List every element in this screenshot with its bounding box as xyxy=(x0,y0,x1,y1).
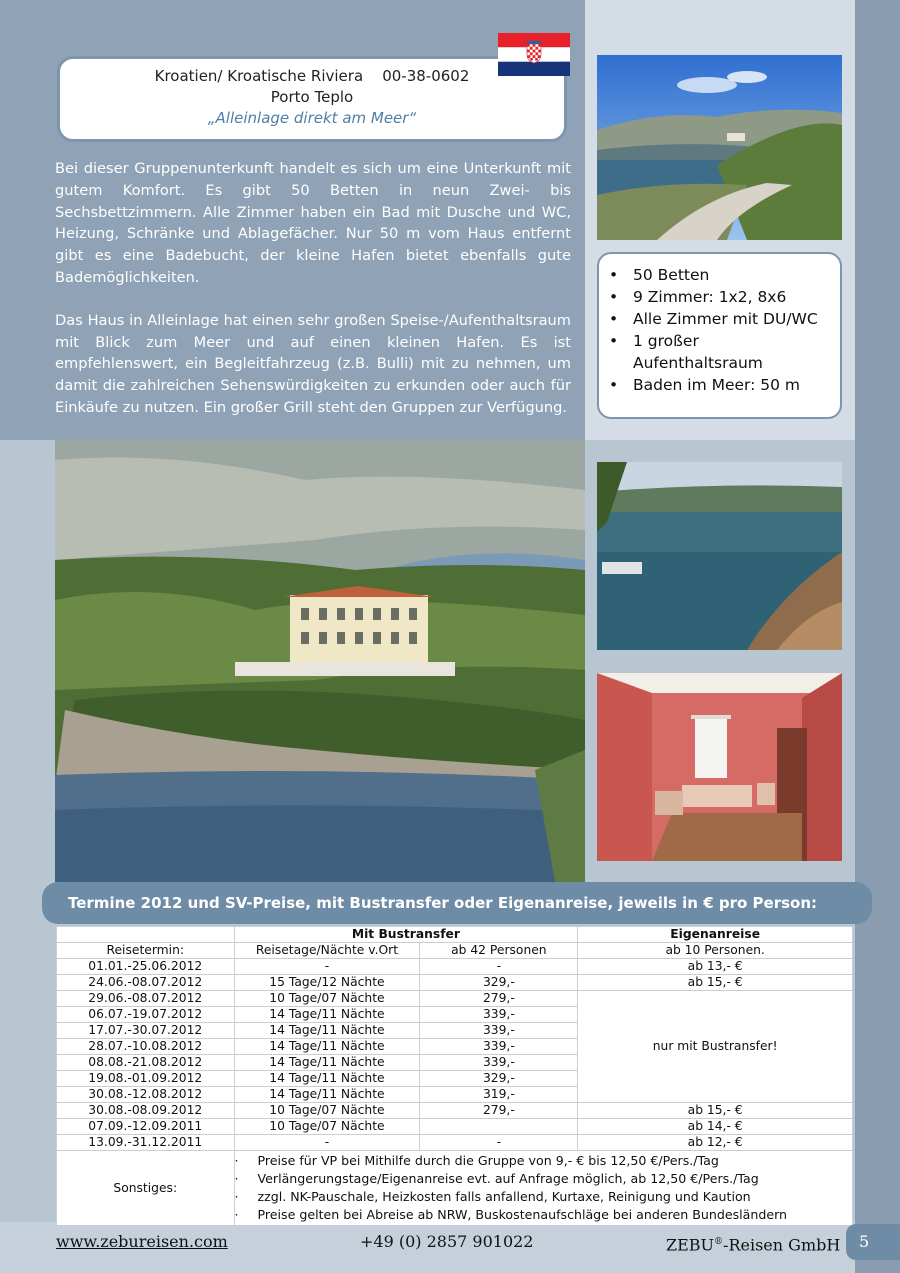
bedroom-photo xyxy=(597,673,842,861)
price-cell: 279,- xyxy=(420,1103,578,1119)
notes-cell xyxy=(234,1151,852,1226)
stay-cell: 10 Tage/07 Nächte xyxy=(234,991,420,1007)
date-cell: 13.09.-31.12.2011 xyxy=(57,1135,235,1151)
title-box xyxy=(57,56,567,142)
group-own-header: Eigenanreise xyxy=(578,927,853,943)
date-cell: 07.09.-12.09.2011 xyxy=(57,1119,235,1135)
col-price-header: ab 42 Personen xyxy=(420,943,578,959)
stay-cell: 14 Tage/11 Nächte xyxy=(234,1007,420,1023)
table-row xyxy=(57,1119,853,1135)
house-coast-photo xyxy=(55,440,585,882)
table-row xyxy=(57,991,853,1007)
price-cell: 339,- xyxy=(420,1039,578,1055)
date-cell: 06.07.-19.07.2012 xyxy=(57,1007,235,1023)
stay-cell: 14 Tage/11 Nächte xyxy=(234,1087,420,1103)
group-bus-header: Mit Bustransfer xyxy=(234,927,578,943)
date-cell: 30.08.-08.09.2012 xyxy=(57,1103,235,1119)
registered-mark: ® xyxy=(714,1237,724,1247)
stay-cell: 15 Tage/12 Nächte xyxy=(234,975,420,991)
price-table xyxy=(56,926,853,1226)
group-empty-cell xyxy=(57,927,235,943)
table-row xyxy=(57,975,853,991)
note-item: · Verlängerungstage/Eigenanreise evt. auf Anfrage möglich, ab 12,50 €/Pers./Tag xyxy=(235,1170,846,1188)
stay-cell: - xyxy=(234,1135,420,1151)
price-cell: 329,- xyxy=(420,1071,578,1087)
intro-paragraph-1: Bei dieser Gruppenunterkunft handelt es sich um eine Unterkunft mit gutem Komfort. Es gibt 50 Betten in neun Zwei- bis Sechsbettzimmern. Alle Zimmer haben ein Bad mit Dusche und WC, Heizung, Schränke und Ablagefächer. Nur 50 m vom Haus entfernt gibt es eine Badebucht, der kleine Hafen bietet ebenfalls gute Bademöglichkeiten. xyxy=(55,160,571,286)
destination-code: Kroatien/ Kroatische Riviera 00-38-0602 xyxy=(154,67,470,85)
intro-text xyxy=(55,158,571,440)
phone-number: +49 (0) 2857 901022 xyxy=(360,1232,534,1251)
own-price-cell: ab 14,- € xyxy=(578,1119,853,1135)
table-column-header xyxy=(57,943,853,959)
tagline: „Alleinlage direkt am Meer“ xyxy=(207,109,417,127)
page-number: 5 xyxy=(846,1224,900,1260)
croatia-flag-icon xyxy=(498,33,570,76)
prices-banner: Termine 2012 und SV-Preise, mit Bustransfer oder Eigenanreise, jeweils in € pro Person: xyxy=(42,882,872,924)
stay-cell: 10 Tage/07 Nächte xyxy=(234,1119,420,1135)
website-link[interactable]: www.zebureisen.com xyxy=(56,1232,228,1251)
price-cell: 339,- xyxy=(420,1055,578,1071)
table-group-header xyxy=(57,927,853,943)
price-cell: 329,- xyxy=(420,975,578,991)
other-label: Sonstiges: xyxy=(57,1151,235,1226)
own-price-cell: ab 15,- € xyxy=(578,1103,853,1119)
note-item: · Preise für VP bei Mithilfe durch die Gruppe von 9,- € bis 12,50 €/Pers./Tag xyxy=(235,1152,846,1170)
bay-road-photo xyxy=(597,55,842,240)
price-cell: 339,- xyxy=(420,1007,578,1023)
table-row xyxy=(57,959,853,975)
stay-cell: 14 Tage/11 Nächte xyxy=(234,1071,420,1087)
col-date-header: Reisetermin: xyxy=(57,943,235,959)
stay-cell: 14 Tage/11 Nächte xyxy=(234,1023,420,1039)
company-name xyxy=(666,1222,840,1262)
date-cell: 01.01.-25.06.2012 xyxy=(57,959,235,975)
property-name: Porto Teplo xyxy=(270,88,354,106)
stay-cell: - xyxy=(234,959,420,975)
price-cell: 339,- xyxy=(420,1023,578,1039)
price-cell: 279,- xyxy=(420,991,578,1007)
note-item: · zzgl. NK-Pauschale, Heizkosten falls anfallend, Kurtaxe, Reinigung und Kaution xyxy=(235,1188,846,1206)
note-item: · Preise gelten bei Abreise ab NRW, Buskostenaufschläge bei anderen Bundesländern xyxy=(235,1206,846,1224)
price-cell: 319,- xyxy=(420,1087,578,1103)
col-stay-header: Reisetage/Nächte v.Ort xyxy=(234,943,420,959)
fact-item: • 50 Betten xyxy=(607,264,832,286)
date-cell: 24.06.-08.07.2012 xyxy=(57,975,235,991)
col-own-header: ab 10 Personen. xyxy=(578,943,853,959)
date-cell: 29.06.-08.07.2012 xyxy=(57,991,235,1007)
stay-cell: 14 Tage/11 Nächte xyxy=(234,1039,420,1055)
table-row xyxy=(57,1135,853,1151)
own-price-cell: ab 12,- € xyxy=(578,1135,853,1151)
company-name-b: -Reisen GmbH xyxy=(723,1235,841,1255)
fact-item: • 1 großer Aufenthaltsraum xyxy=(607,330,832,374)
price-cell xyxy=(420,1119,578,1135)
bay-boats-photo xyxy=(597,462,842,650)
intro-paragraph-2: Das Haus in Alleinlage hat einen sehr großen Speise-/Aufenthaltsraum mit Blick zum Meer und auf einen kleinen Hafen. Es ist empfehlenswert, ein Begleitfahrzeug (z.B. Bulli) mit zu nehmen, um damit die zahlreichen Sehenswürdigkeiten zu erkunden oder auch für Einkäufe zu nutzen. Ein großer Grill steht den Gruppen zur Verfügung. xyxy=(55,311,571,416)
own-price-cell: ab 15,- € xyxy=(578,975,853,991)
fact-item: • 9 Zimmer: 1x2, 8x6 xyxy=(607,286,832,308)
page-edge-strip xyxy=(855,0,900,1273)
fact-item: • Alle Zimmer mit DU/WC xyxy=(607,308,832,330)
table-row xyxy=(57,1103,853,1119)
date-cell: 17.07.-30.07.2012 xyxy=(57,1023,235,1039)
price-cell: - xyxy=(420,959,578,975)
date-cell: 08.08.-21.08.2012 xyxy=(57,1055,235,1071)
date-cell: 28.07.-10.08.2012 xyxy=(57,1039,235,1055)
bus-only-note: nur mit Bustransfer! xyxy=(578,991,853,1103)
company-name-a: ZEBU xyxy=(666,1235,715,1255)
stay-cell: 14 Tage/11 Nächte xyxy=(234,1055,420,1071)
stay-cell: 10 Tage/07 Nächte xyxy=(234,1103,420,1119)
date-cell: 30.08.-12.08.2012 xyxy=(57,1087,235,1103)
date-cell: 19.08.-01.09.2012 xyxy=(57,1071,235,1087)
fact-item: • Baden im Meer: 50 m xyxy=(607,374,832,396)
facts-box xyxy=(597,252,842,419)
facts-list xyxy=(607,264,832,396)
own-price-cell: ab 13,- € xyxy=(578,959,853,975)
table-notes-row xyxy=(57,1151,853,1226)
price-cell: - xyxy=(420,1135,578,1151)
